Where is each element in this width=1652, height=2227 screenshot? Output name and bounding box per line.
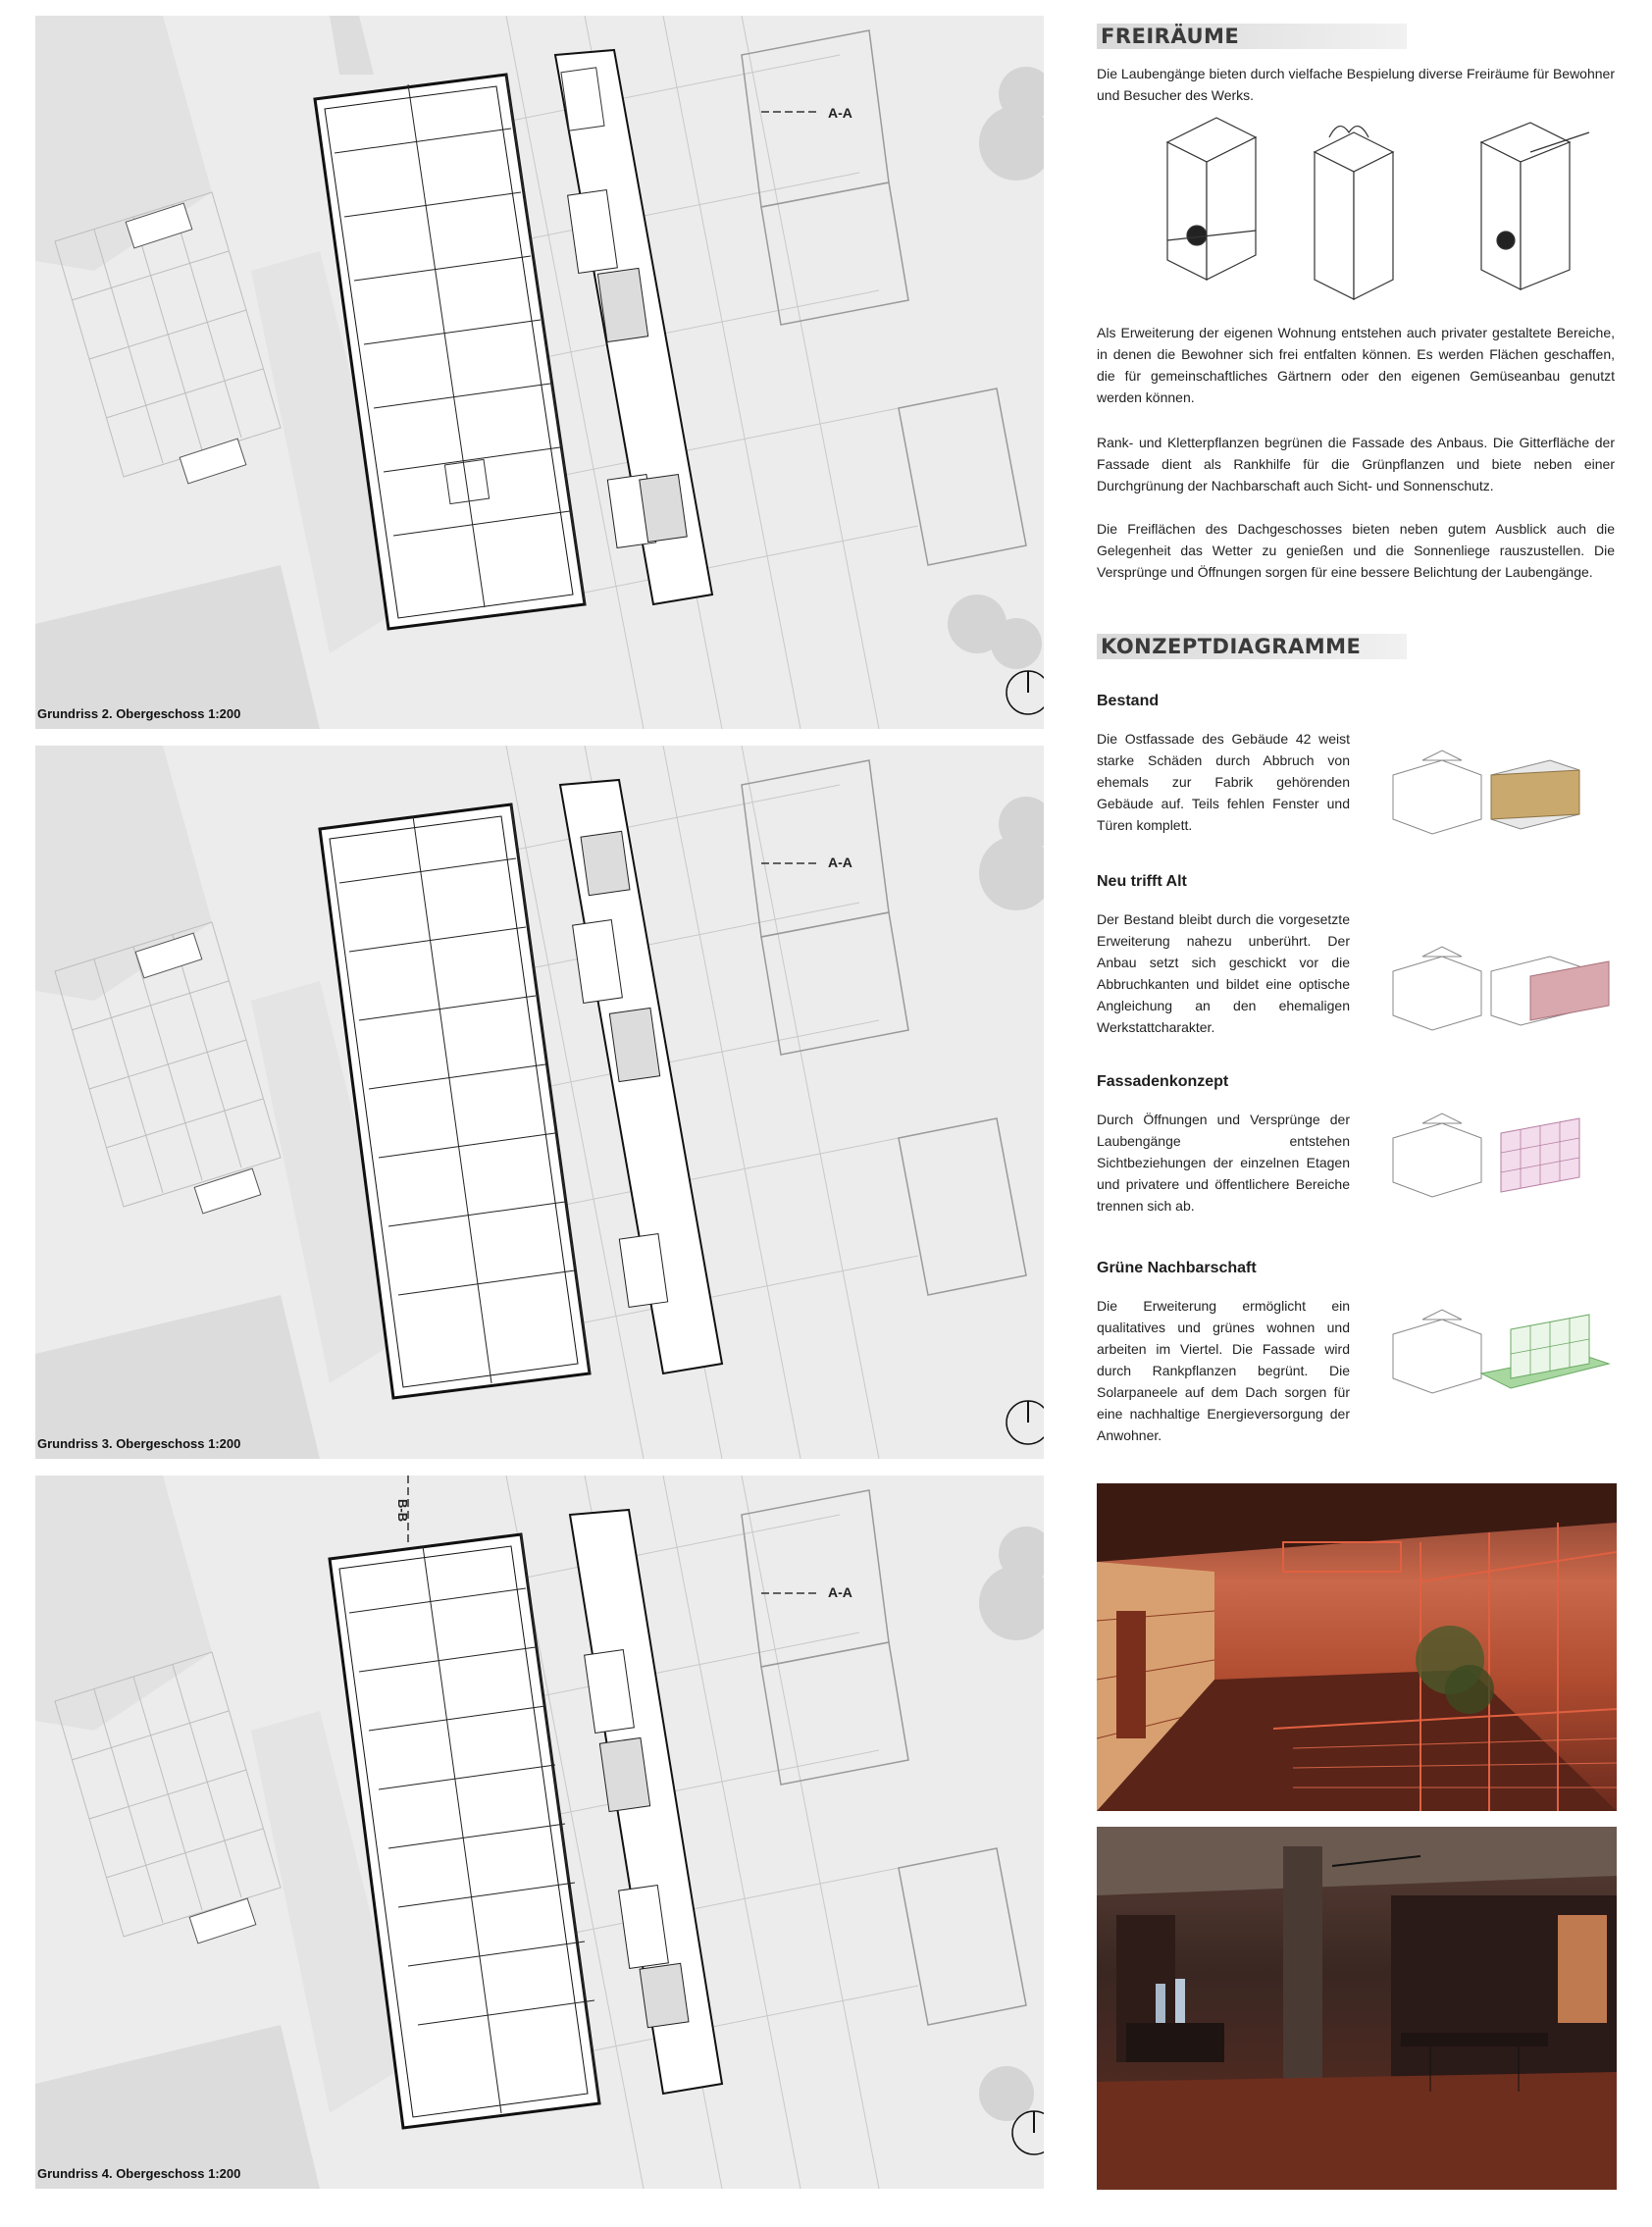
- freiraeume-intro: Die Laubengänge bieten durch vielfache Bespielung diverse Freiräume für Bewohner und Besucher des Werks.: [1097, 66, 1615, 103]
- freiraeume-paragraph-1: Als Erweiterung der eigenen Wohnung entstehen auch privater gestaltete Bereiche, in denen die Bewohner sich frei entfalten können. Es werden Flächen geschaffen, die für gemeinschaftliches Gärtnern oder den eigenen Gemüseanbau genutzt werden können.: [1097, 325, 1615, 405]
- render-werkstatt-illustration: [1097, 1827, 1617, 2190]
- freiraeume-paragraph-3: Die Freiflächen des Dachgeschosses bieten neben gutem Ausblick auch die Gelegenheit das Wetter zu genießen und die Sonnenliege rauszustellen. Die Versprünge und Öffnungen sorgen für eine bessere Belichtung der Laubengänge.: [1097, 521, 1615, 580]
- diagram-bestand: [1383, 746, 1619, 854]
- freiraeume-heading: FREIRÄUME: [1097, 24, 1407, 49]
- plan-caption: Grundriss 3. Obergeschoss 1:200: [37, 1436, 241, 1451]
- section-marker-label: A-A: [828, 1584, 852, 1600]
- konzept-text-neu: Der Bestand bleibt durch die vorgesetzte Erweiterung nahezu unberührt. Der Anbau setzt sich geschickt vor die Abbruchkanten und bildet eine optische Angleichung an den ehemaligen Werkstattcharakter.: [1097, 911, 1350, 1035]
- render-werkstatt: [1097, 1827, 1617, 2190]
- floor-plan-2og: [35, 16, 1044, 729]
- section-marker-label-b: B-B: [395, 1499, 410, 1523]
- floor-plan-drawing: [35, 16, 1044, 729]
- konzept-text-bestand: Die Ostfassade des Gebäude 42 weist starke Schäden durch Abbruch von ehemals zur Fabrik gehörenden Gebäude auf. Teils fehlen Fenster und Türen komplett.: [1097, 731, 1350, 833]
- plan-caption: Grundriss 4. Obergeschoss 1:200: [37, 2166, 241, 2181]
- diagram-fassadenkonzept: [1383, 1109, 1619, 1217]
- konzept-text-fassade: Durch Öffnungen und Versprünge der Laubengänge entstehen Sichtbeziehungen der einzelnen Etagen und privatere und öffentlichere Bereiche trennen sich ab.: [1097, 1112, 1350, 1214]
- floor-plan-drawing: [35, 746, 1044, 1459]
- konzept-heading: KONZEPTDIAGRAMME: [1097, 634, 1407, 659]
- floor-plan-4og: [35, 1476, 1044, 2189]
- konzept-heading-gruen: Grüne Nachbarschaft: [1097, 1260, 1257, 1276]
- section-marker-label: A-A: [828, 855, 852, 870]
- konzept-text-gruen: Die Erweiterung ermöglicht ein qualitatives und grünes wohnen und arbeiten im Viertel. Die Fassade wird durch Rankpflanzen begrünt. Die Solarpaneele auf dem Dach sorgen für eine nachhaltige Energieversorgung der Anwohner.: [1097, 1298, 1350, 1443]
- render-laubengang-illustration: [1097, 1483, 1617, 1811]
- floor-plan-drawing: [35, 1476, 1044, 2189]
- floor-plan-3og: [35, 746, 1044, 1459]
- plan-caption: Grundriss 2. Obergeschoss 1:200: [37, 706, 241, 721]
- freiraeume-sketches: [1128, 113, 1599, 309]
- freiraeume-paragraph-2: Rank- und Kletterpflanzen begrünen die Fassade des Anbaus. Die Gitterfläche der Fassade dient als Rankhilfe für die Grünpflanzen und biete neben einer Durchgrünung der Nachbarschaft auch Sicht- und Sonnenschutz.: [1097, 435, 1615, 493]
- konzept-heading-fassade: Fassadenkonzept: [1097, 1073, 1229, 1090]
- konzept-heading-bestand: Bestand: [1097, 693, 1160, 709]
- diagram-neu-trifft-alt: [1383, 942, 1619, 1050]
- render-laubengang: [1097, 1483, 1617, 1811]
- section-marker-label: A-A: [828, 105, 852, 121]
- konzept-heading-neu: Neu trifft Alt: [1097, 873, 1187, 890]
- diagram-gruene-nachbarschaft: [1383, 1305, 1619, 1413]
